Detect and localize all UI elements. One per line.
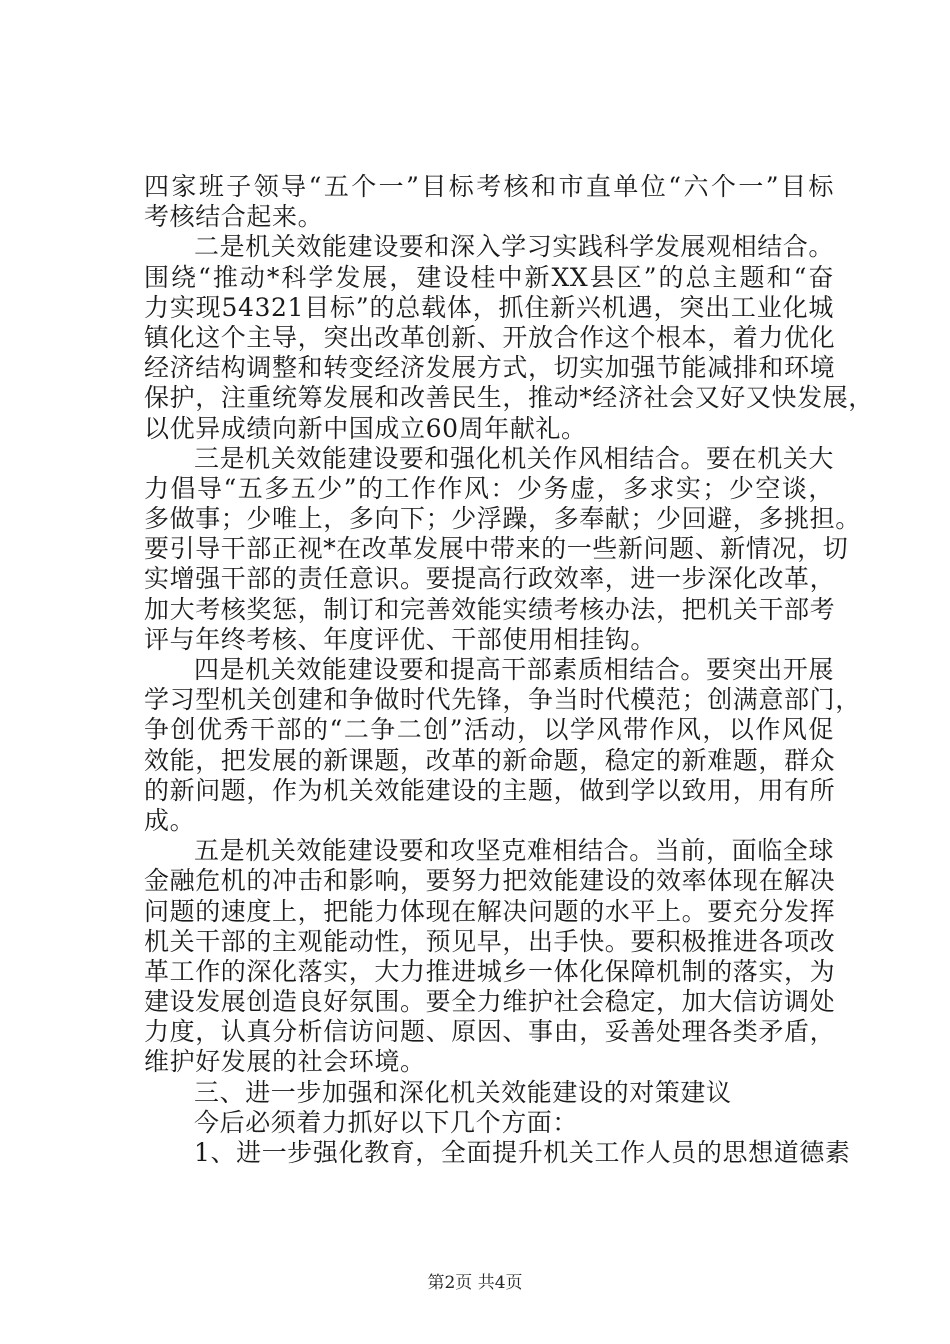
text-line: 四家班子领导“五个一”目标考核和市直单位“六个一”目标: [144, 172, 834, 201]
text-line: 效能，把发展的新课题，改革的新命题，稳定的新难题，群众: [144, 745, 836, 775]
text-line: 建设发展创造良好氛围。要全力维护社会稳定，加大信访调处: [144, 987, 836, 1017]
text-line: 加大考核奖惩，制订和完善效能实绩考核办法，把机关干部考: [144, 594, 836, 624]
text-line: 五是机关效能建设要和攻坚克难相结合。当前，面临全球: [194, 836, 835, 866]
text-line: 力倡导“五多五少”的工作作风：少务虚，多求实；少空谈，: [144, 473, 834, 503]
text-line: 革工作的深化落实，大力推进城乡一体化保障机制的落实，为: [144, 956, 836, 986]
text-line: 二是机关效能建设要和深入学习实践科学发展观相结合。: [194, 232, 835, 262]
text-line: 经济结构调整和转变经济发展方式，切实加强节能减排和环境: [144, 353, 836, 383]
document-body: [144, 172, 874, 1168]
text-line: 围绕“推动*科学发展，建设桂中新XX县区”的总主题和“奋: [144, 262, 834, 292]
text-line: 考核结合起来。: [144, 202, 324, 232]
text-line: 的新问题，作为机关效能建设的主题，做到学以致用，用有所: [144, 775, 836, 805]
text-line: 学习型机关创建和争做时代先锋，争当时代模范；创满意部门，: [144, 685, 861, 715]
text-line: 成。: [144, 805, 196, 835]
text-line: 三是机关效能建设要和强化机关作风相结合。要在机关大: [194, 443, 835, 473]
text-line: 力度，认真分析信访问题、原因、事由，妥善处理各类矛盾，: [144, 1017, 836, 1047]
text-line: 以优异成绩向新中国成立60周年献礼。: [144, 413, 587, 443]
text-line: 要引导干部正视*在改革发展中带来的一些新问题、新情况，切: [144, 534, 849, 564]
text-line: 金融危机的冲击和影响，要努力把效能建设的效率体现在解决: [144, 866, 836, 896]
page-number-footer: 第2页 共4页: [427, 1273, 523, 1293]
text-line: 问题的速度上，把能力体现在解决问题的水平上。要充分发挥: [144, 896, 836, 926]
text-line: 保护，注重统筹发展和改善民生，推动*经济社会又好又快发展，: [144, 383, 874, 413]
text-line: 镇化这个主导，突出改革创新、开放合作这个根本，着力优化: [144, 322, 836, 352]
text-line: 今后必须着力抓好以下几个方面：: [194, 1107, 579, 1137]
text-line: 力实现54321目标”的总载体，抓住新兴机遇，突出工业化城: [144, 292, 834, 322]
text-line: 四是机关效能建设要和提高干部素质相结合。要突出开展: [194, 655, 835, 684]
text-line: 三、进一步加强和深化机关效能建设的对策建议: [194, 1077, 732, 1107]
text-line: 评与年终考核、年度评优、干部使用相挂钩。: [144, 624, 657, 654]
text-line: 争创优秀干部的“二争二创”活动，以学风带作风，以作风促: [144, 715, 834, 745]
text-line: 实增强干部的责任意识。要提高行政效率，进一步深化改革，: [144, 564, 836, 594]
text-line: 1、进一步强化教育，全面提升机关工作人员的思想道德素: [194, 1138, 851, 1167]
text-line: 机关干部的主观能动性，预见早，出手快。要积极推进各项改: [144, 926, 836, 956]
text-line: 维护好发展的社会环境。: [144, 1047, 426, 1077]
text-line: 多做事；少唯上，多向下；少浮躁，多奉献；少回避，多挑担。: [144, 504, 861, 534]
